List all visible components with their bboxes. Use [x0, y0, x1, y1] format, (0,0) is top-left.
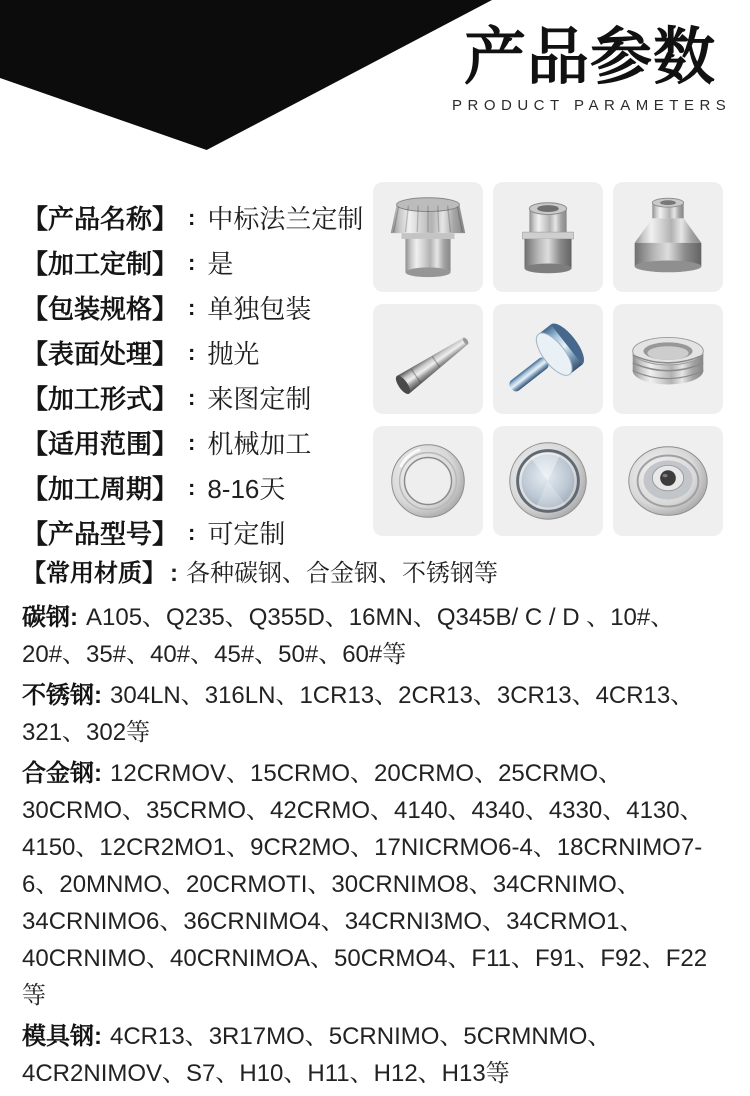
material-group-grades: 4CR13、3R17MO、5CRNIMO、5CRMNMO、4CR2NIMOV、S7、H10、H11、H12、H13等: [22, 1023, 612, 1087]
attribute-value: 是: [207, 249, 234, 279]
attribute-colon: :: [188, 339, 196, 365]
attribute-label: 【包装规格】: [22, 294, 179, 324]
product-photo-stepped-hub-flange: [373, 182, 483, 292]
attribute-label: 【加工定制】: [22, 249, 179, 279]
attribute-label: 【加工形式】: [22, 384, 179, 414]
common-materials-label: 【常用材质】: [22, 560, 166, 587]
material-group-label: 模具钢:: [22, 1023, 102, 1050]
attribute-row-application-scope: [22, 420, 367, 465]
material-group-grades: 304LN、316LN、1CR13、2CR13、3CR13、4CR13、321、302等: [22, 682, 695, 746]
attribute-colon: :: [188, 519, 196, 545]
product-photo-flanged-punch-shaft: [493, 304, 603, 414]
page-subtitle: PRODUCT PARAMETERS: [452, 97, 732, 115]
material-group-mold-steel: [22, 1018, 730, 1092]
attribute-value: 机械加工: [207, 429, 312, 459]
attribute-label: 【产品型号】: [22, 519, 179, 549]
attribute-colon: :: [188, 429, 196, 455]
corner-triangle-banner: [0, 0, 492, 150]
material-group-grades: 12CRMOV、15CRMO、20CRMO、25CRMO、30CRMO、35CRMO、42CRMO、4140、4340、4330、4130、4150、12CR2MO1、9CR2MO、17NICRMO6-4、18CRNIMO7-6、20MNMO、20CRMOTI、30CRNIMO8、34CRNIMO、34CRNIMO6、36CRNIMO4、34CRNI3MO、34CRMO1、40CRNIMO、40CRNIMOA、50CRMO4、F11、F91、F92、F22等: [22, 760, 708, 1009]
attribute-label: 【加工周期】: [22, 474, 179, 504]
attribute-row-product-model: [22, 510, 367, 555]
product-photo-tapered-shaft: [373, 304, 483, 414]
material-group-alloy-steel: [22, 755, 730, 1014]
common-materials-value: 各种碳钢、合金钢、不锈钢等: [186, 560, 498, 587]
attribute-row-processing-form: [22, 375, 367, 420]
page-title: 产品参数: [463, 23, 716, 92]
attribute-value: 单独包装: [207, 294, 312, 324]
attribute-row-product-name: [22, 195, 367, 240]
attribute-row-packaging: [22, 285, 367, 330]
attribute-value: 来图定制: [207, 384, 312, 414]
material-group-grades: A105、Q235、Q355D、16MN、Q345B/ C / D 、10#、20#、35#、40#、45#、50#、60#等: [22, 604, 675, 668]
common-materials-row: [22, 558, 730, 590]
attribute-colon: :: [188, 249, 196, 275]
product-photo-gallery: [373, 182, 723, 536]
attribute-label: 【产品名称】: [22, 204, 179, 234]
material-group-label: 碳钢:: [22, 604, 78, 631]
attribute-list: [22, 195, 367, 555]
attribute-colon: :: [188, 384, 196, 410]
material-group-stainless-steel: [22, 677, 730, 751]
attribute-label: 【适用范围】: [22, 429, 179, 459]
materials-section: [22, 558, 730, 1096]
material-group-carbon-steel: [22, 599, 730, 673]
common-materials-colon: :: [170, 560, 178, 587]
product-photo-ring-stack: [613, 304, 723, 414]
header: [452, 23, 732, 115]
product-photo-stepped-bushing: [493, 182, 603, 292]
attribute-value: 可定制: [207, 519, 286, 549]
attribute-value: 中标法兰定制: [207, 204, 364, 234]
product-photo-spool-flange: [613, 182, 723, 292]
attribute-value: 8-16天: [207, 474, 286, 504]
material-group-label: 不锈钢:: [22, 682, 102, 709]
material-group-label: 合金钢:: [22, 760, 102, 787]
attribute-value: 抛光: [207, 339, 260, 369]
attribute-row-custom-processing: [22, 240, 367, 285]
attribute-colon: :: [188, 294, 196, 320]
attribute-colon: :: [188, 474, 196, 500]
product-photo-steel-ring: [373, 426, 483, 536]
attribute-colon: :: [188, 204, 196, 230]
attribute-row-processing-cycle: [22, 465, 367, 510]
product-photo-blind-flange-disc: [493, 426, 603, 536]
attribute-row-surface-treatment: [22, 330, 367, 375]
attribute-label: 【表面处理】: [22, 339, 179, 369]
product-photo-wheel-flange: [613, 426, 723, 536]
